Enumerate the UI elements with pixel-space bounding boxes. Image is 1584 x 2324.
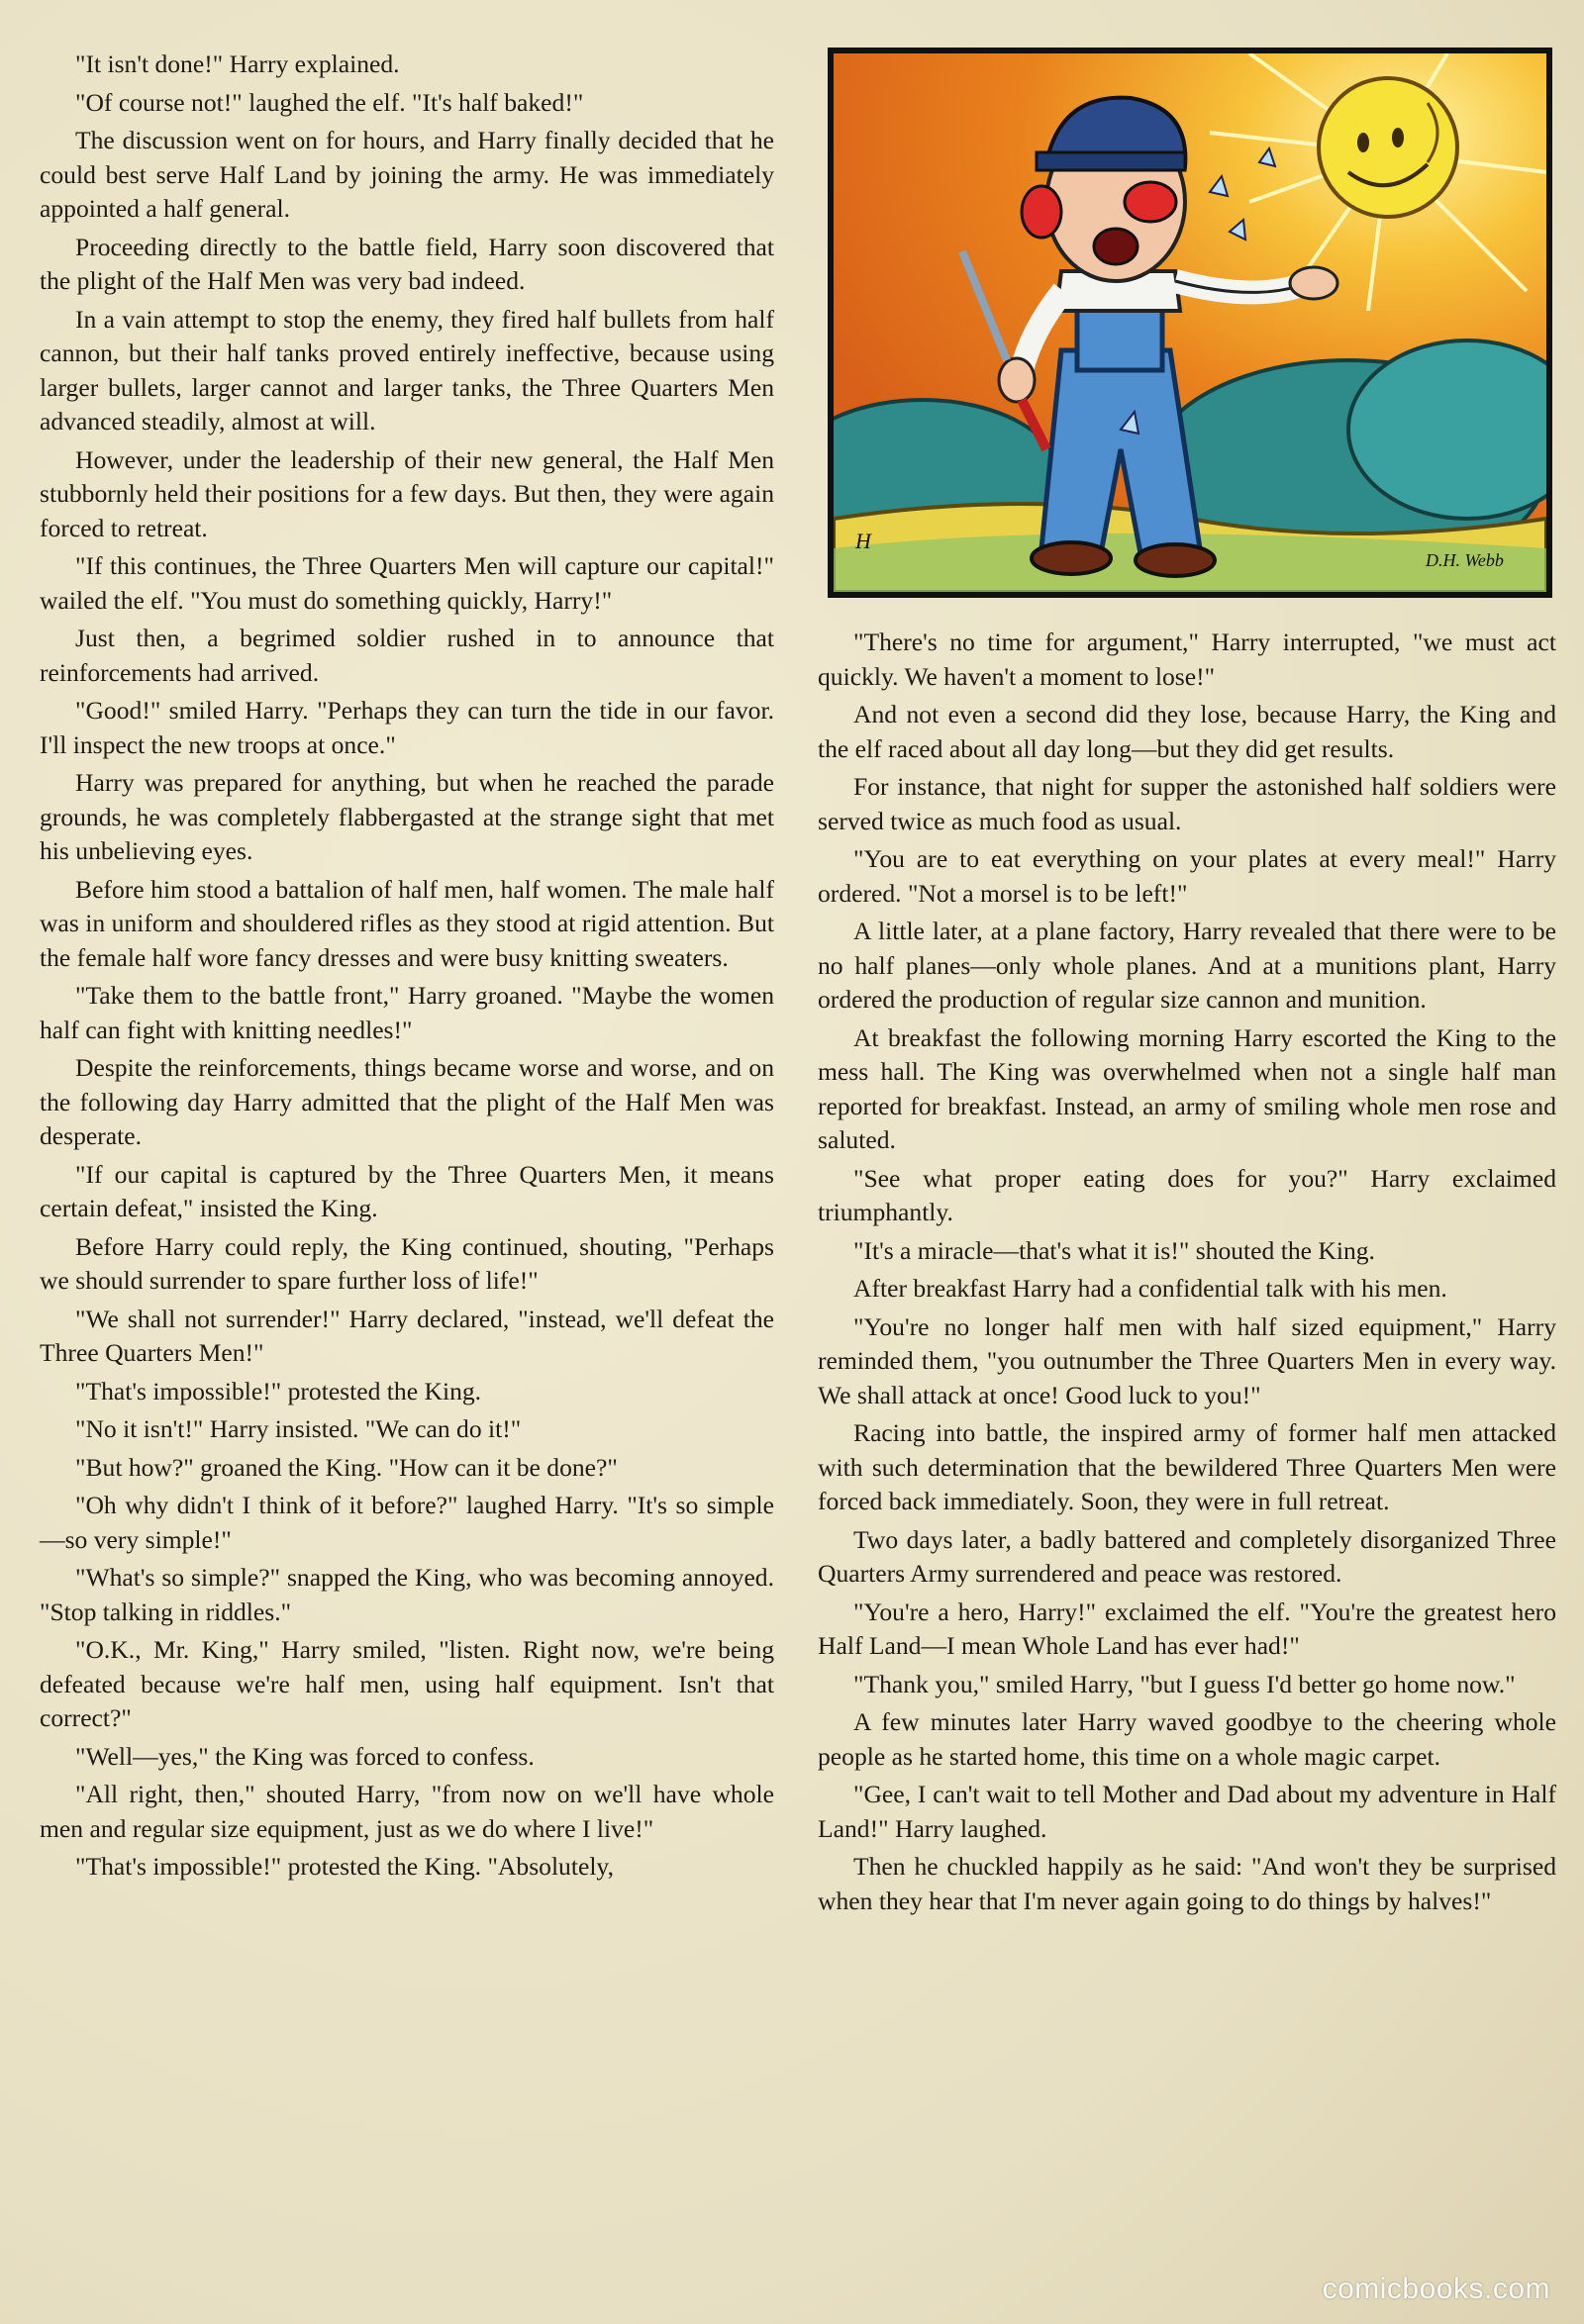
story-paragraph: "What's so simple?" snapped the King, who was becoming annoyed. "Stop talking in riddles." xyxy=(40,1563,774,1626)
story-paragraph: "All right, then," shouted Harry, "from now on we'll have whole men and regular size equipment, just as we do where I live!" xyxy=(40,1780,774,1843)
story-paragraph: A little later, at a plane factory, Harry revealed that there were to be no half planes—only whole planes. And at a munitions plant, Harry ordered the production of regular size cannon and munition. xyxy=(818,917,1556,1014)
site-watermark: comicbooks.com xyxy=(1322,2273,1550,2305)
story-paragraph: "But how?" groaned the King. "How can it be done?" xyxy=(75,1452,618,1482)
story-paragraph: Two days later, a badly battered and completely disorganized Three Quarters Army surrendered and peace was restored. xyxy=(818,1524,1556,1588)
story-paragraph: "See what proper eating does for you?" Harry exclaimed triumphantly. xyxy=(818,1163,1556,1226)
story-paragraph: "If our capital is captured by the Three Quarters Men, it means certain defeat," insisted the King. xyxy=(40,1159,774,1222)
story-paragraph: "Good!" smiled Harry. "Perhaps they can turn the tide in our favor. I'll inspect the new troops at once." xyxy=(40,696,774,759)
story-paragraph: "Thank you," smiled Harry, "but I guess I'd better go home now." xyxy=(853,1669,1516,1698)
story-paragraph: "We shall not surrender!" Harry declared, "instead, we'll defeat the Three Quarters Men!" xyxy=(40,1304,774,1367)
story-paragraph: "You're a hero, Harry!" exclaimed the elf. "You're the greatest hero Half Land—I mean Whole Land has ever had!" xyxy=(818,1597,1556,1660)
story-paragraph: "O.K., Mr. King," Harry smiled, "listen. Right now, we're being defeated because we're half men, using half equipment. Isn't that correct?" xyxy=(40,1635,774,1732)
left-text-column xyxy=(40,48,774,1888)
comic-illustration-panel xyxy=(828,48,1552,598)
story-paragraph: "If this continues, the Three Quarters Men will capture our capital!" wailed the elf. "You must do something quickly, Harry!" xyxy=(40,551,774,615)
story-paragraph: "Take them to the battle front," Harry groaned. "Maybe the women half can fight with knitting needles!" xyxy=(40,981,774,1044)
story-paragraph: Before Harry could reply, the King continued, shouting, "Perhaps we should surrender to spare further loss of life!" xyxy=(40,1231,774,1295)
story-paragraph: "Oh why didn't I think of it before?" laughed Harry. "It's so simple—so very simple!" xyxy=(40,1491,774,1554)
story-paragraph: Proceeding directly to the battle field, Harry soon discovered that the plight of the Half Men was very bad indeed. xyxy=(40,232,774,295)
story-paragraph: After breakfast Harry had a confidential talk with his men. xyxy=(853,1274,1447,1303)
right-text-column xyxy=(818,626,1556,1922)
story-paragraph: And not even a second did they lose, because Harry, the King and the elf raced about all day long—but they did get results. xyxy=(818,700,1556,763)
story-paragraph: At breakfast the following morning Harry escorted the King to the mess hall. The King was overwhelmed when not a single half man reported for breakfast. Instead, an army of smiling whole men rose and saluted. xyxy=(818,1022,1556,1154)
illustration-artwork xyxy=(834,53,1546,592)
story-paragraph: Then he chuckled happily as he said: "And won't they be surprised when they hear that I'm never again going to do things by halves!" xyxy=(818,1852,1556,1915)
story-paragraph: "That's impossible!" protested the King. xyxy=(75,1376,482,1405)
story-paragraph: The discussion went on for hours, and Harry finally decided that he could best serve Half Land by joining the army. He was immediately appointed a half general. xyxy=(40,126,774,223)
story-paragraph: Racing into battle, the inspired army of former half men attacked with such determination that the bewildered Three Quarters Men were forced back immediately. Soon, they were in full retreat. xyxy=(818,1418,1556,1515)
story-paragraph: Despite the reinforcements, things became worse and worse, and on the following day Harry admitted that the plight of the Half Men was desperate. xyxy=(40,1053,774,1150)
story-paragraph: A few minutes later Harry waved goodbye to the cheering whole people as he started home, this time on a whole magic carpet. xyxy=(818,1707,1556,1771)
story-paragraph: However, under the leadership of their new general, the Half Men stubbornly held their positions for a few days. But then, they were again forced to retreat. xyxy=(40,444,774,542)
story-paragraph: For instance, that night for supper the astonished half soldiers were served twice as much food as usual. xyxy=(818,772,1556,835)
story-paragraph: "Gee, I can't wait to tell Mother and Dad about my adventure in Half Land!" Harry laughed. xyxy=(818,1780,1556,1843)
story-paragraph: "Of course not!" laughed the elf. "It's half baked!" xyxy=(75,87,584,117)
story-paragraph: Before him stood a battalion of half men, half women. The male half was in uniform and shouldered rifles as they stood at rigid attention. But the female half wore fancy dresses and were busy knitting sweaters. xyxy=(40,874,774,972)
artist-signature: D.H. Webb xyxy=(1426,550,1504,570)
story-paragraph: "You're no longer half men with half sized equipment," Harry reminded them, "you outnumber the Three Quarters Men in every way. We shall attack at once! Good luck to you!" xyxy=(818,1311,1556,1409)
smiling-sun xyxy=(1319,78,1457,217)
story-paragraph: "No it isn't!" Harry insisted. "We can do it!" xyxy=(75,1414,522,1443)
story-paragraph: Just then, a begrimed soldier rushed in to announce that reinforcements had arrived. xyxy=(40,624,774,687)
story-paragraph: "It's a miracle—that's what it is!" shouted the King. xyxy=(853,1235,1375,1265)
story-paragraph: "That's impossible!" protested the King. "Absolutely, xyxy=(75,1852,614,1881)
story-paragraph: In a vain attempt to stop the enemy, they fired half bullets from half cannon, but their half tanks proved entirely ineffective, because using larger bullets, larger cannot and larger tanks, the Three Quarters Men advanced steadily, almost at will. xyxy=(40,304,774,436)
artist-monogram: H xyxy=(855,529,871,553)
story-paragraph: "Well—yes," the King was forced to confess. xyxy=(75,1741,535,1771)
story-paragraph: Harry was prepared for anything, but when he reached the parade grounds, he was completely flabbergasted at the strange sight that met his unbelieving eyes. xyxy=(40,768,774,865)
story-paragraph: "It isn't done!" Harry explained. xyxy=(75,49,400,78)
story-paragraph: "You are to eat everything on your plates at every meal!" Harry ordered. "Not a morsel is to be left!" xyxy=(818,844,1556,908)
story-paragraph: "There's no time for argument," Harry interrupted, "we must act quickly. We haven't a moment to lose!" xyxy=(818,628,1556,691)
